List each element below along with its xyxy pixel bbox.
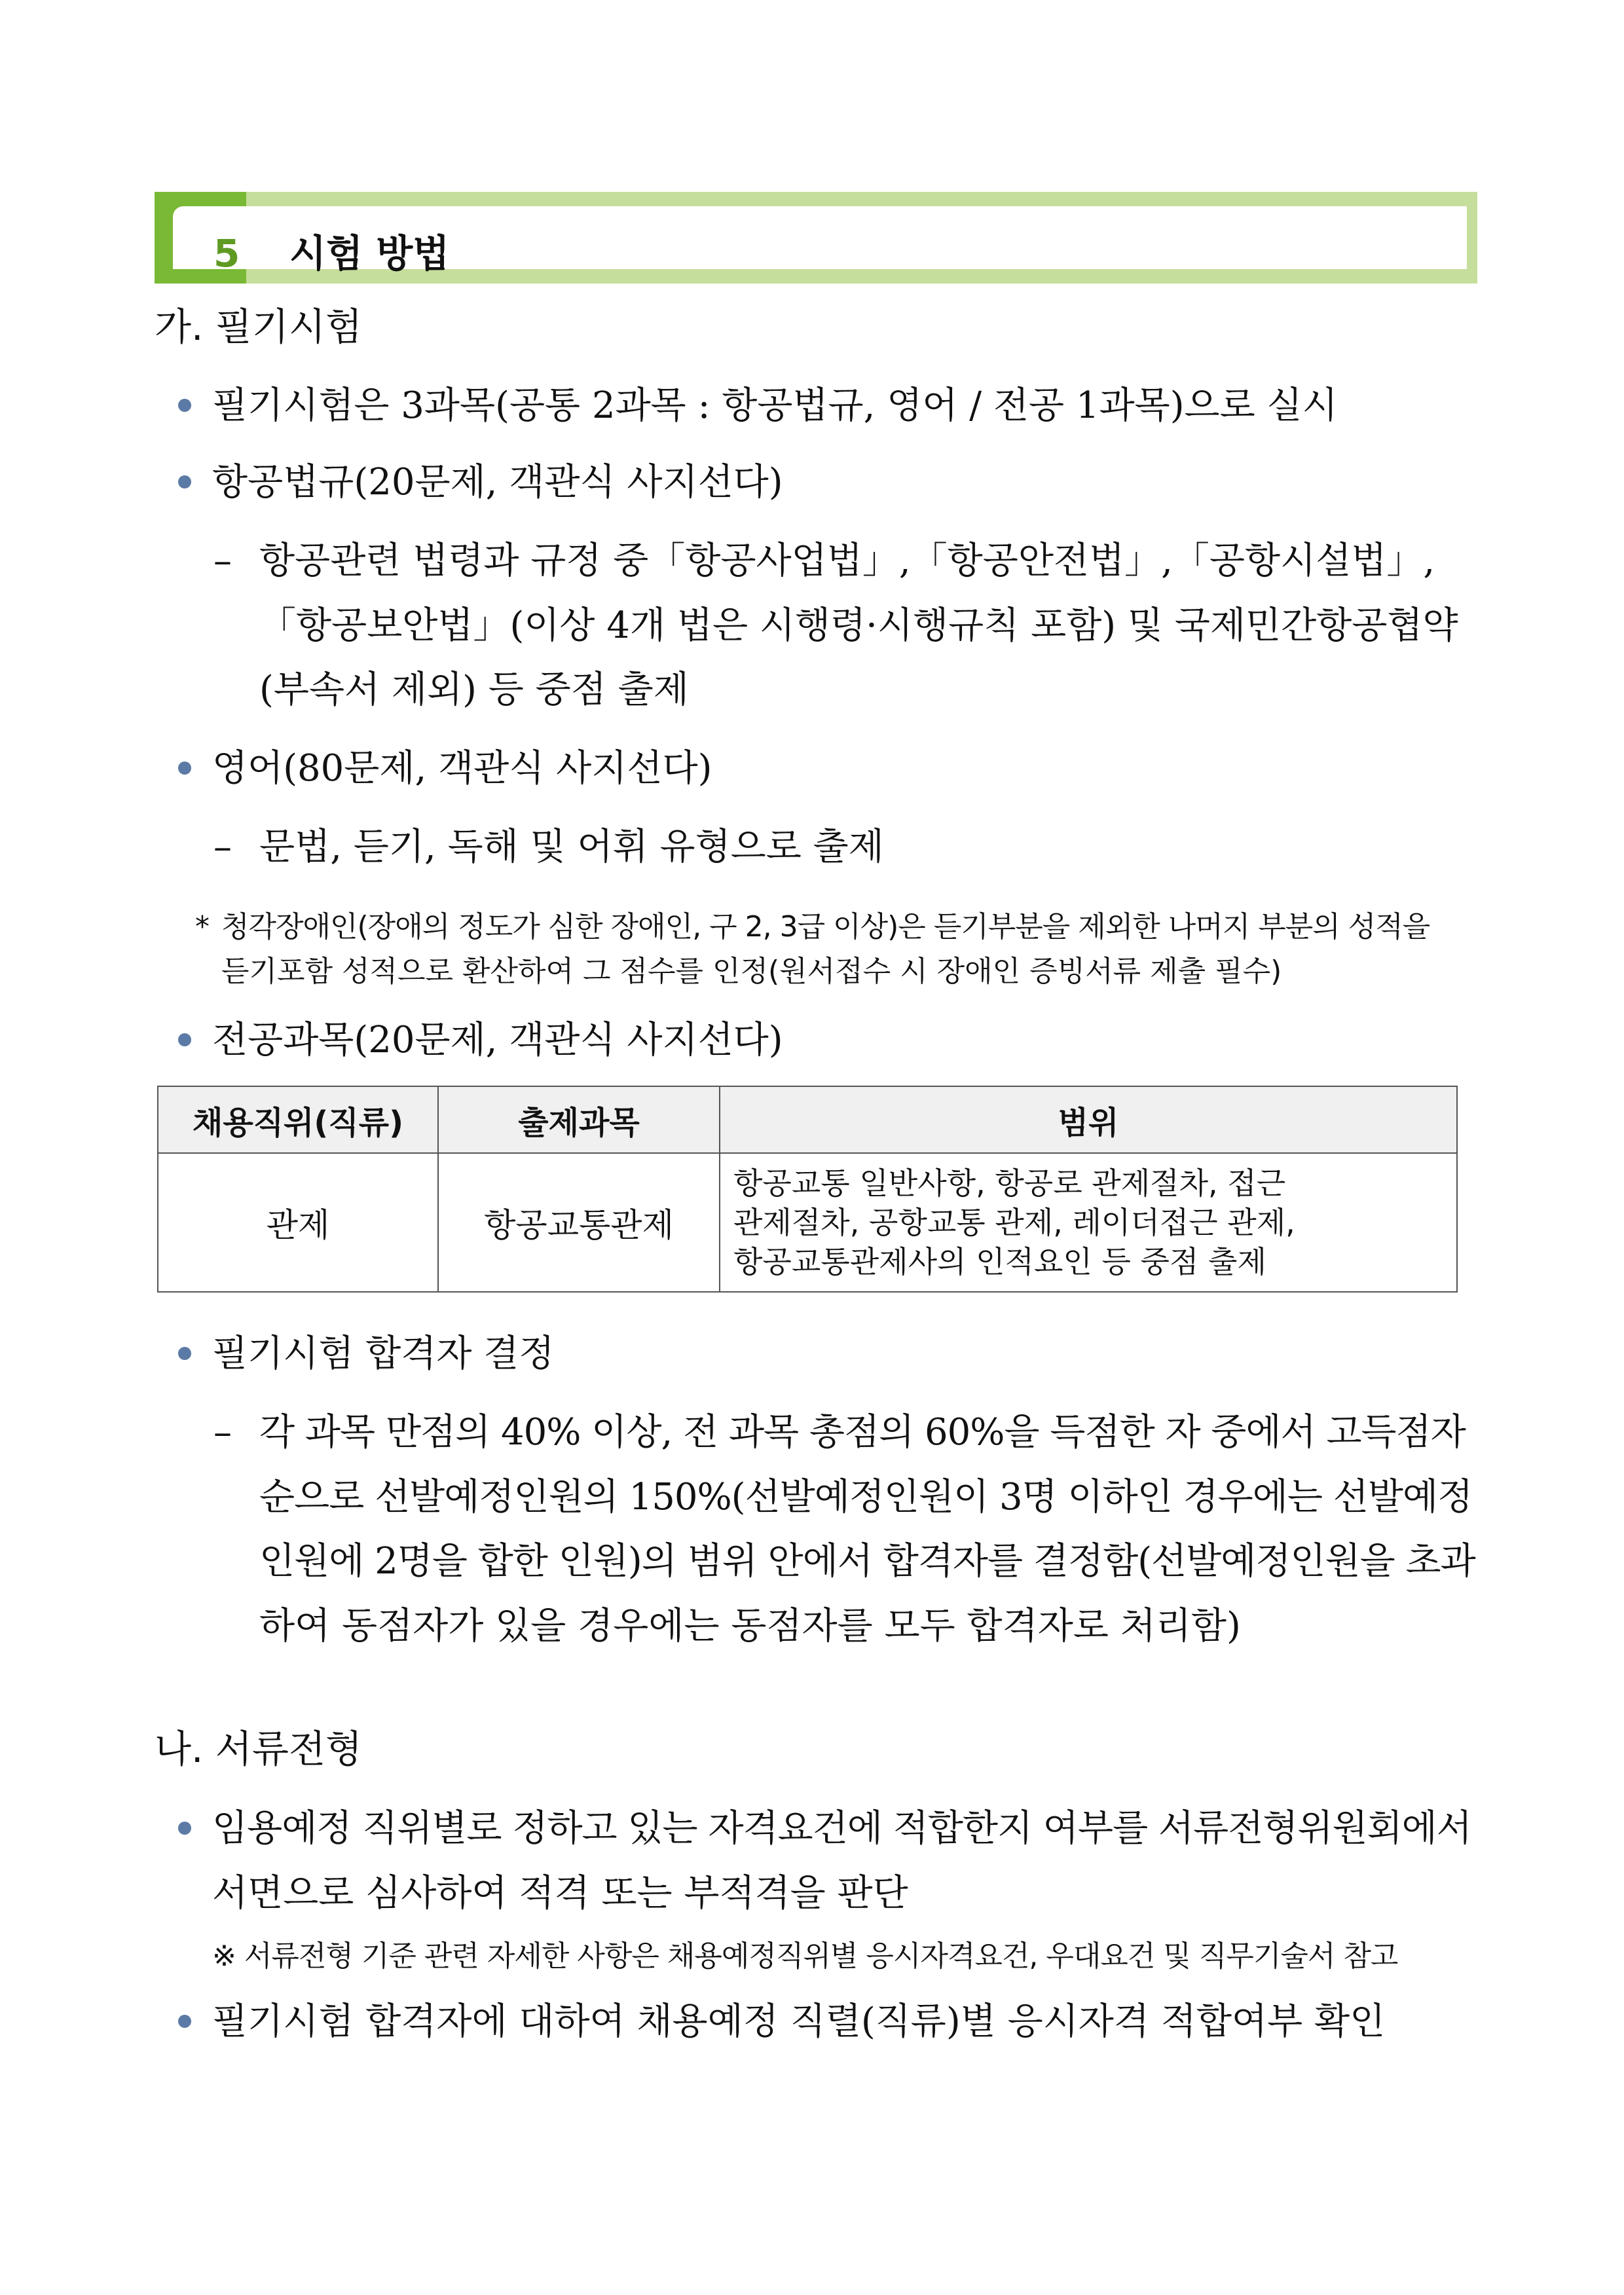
table-header-position: 채용직위(직류) [158, 1086, 438, 1153]
note-mark: * [195, 910, 210, 944]
section-title: 시험 방법 [289, 231, 450, 276]
part-a-bullet-3: 영어(80문제, 객관식 사지선다) [212, 747, 712, 790]
bullet-dot [178, 1822, 191, 1835]
pass-detail-line-2: 순으로 선발예정인원의 150%(선발예정인원이 3명 이하인 경우에는 선발예정 [259, 1476, 1473, 1518]
pass-detail-line-3: 인원에 2명을 합한 인원)의 범위 안에서 합격자를 결정함(선발예정인원을 초과 [259, 1540, 1475, 1583]
pass-detail-line-4: 하여 동점자가 있을 경우에는 동점자를 모두 합격자로 처리함) [259, 1605, 1241, 1647]
bullet-dot [178, 762, 191, 775]
scope-line-1: 항공교통 일반사항, 항공로 관제절차, 접근 [733, 1166, 1286, 1201]
part-a-heading: 가. 필기시험 [155, 304, 363, 349]
part-b-bullet-2: 필기시험 합격자에 대하여 채용예정 직렬(직류)별 응시자격 적합여부 확인 [212, 2000, 1386, 2043]
document-screening-note: ※ 서류전형 기준 관련 자세한 사항은 채용예정직위별 응시자격요건, 우대요건 및 직무기술서 참고 [212, 1939, 1398, 1973]
hearing-note-line-2: 듣기포함 성적으로 환산하여 그 점수를 인정(원서접수 시 장애인 증빙서류 제출 필수) [221, 955, 1282, 988]
scope-line-3: 항공교통관제사의 인적요인 등 중점 출제 [733, 1244, 1266, 1279]
english-detail-line: 문법, 듣기, 독해 및 어휘 유형으로 출제 [259, 826, 884, 868]
law-detail-line-3: (부속서 제외) 등 중점 출제 [259, 669, 689, 711]
law-detail-line-2: 「항공보안법」(이상 4개 법은 시행령·시행규칙 포함) 및 국제민간항공협약 [259, 604, 1458, 647]
table-header-subject: 출제과목 [438, 1086, 720, 1153]
part-a-bullet-4: 전공과목(20문제, 객관식 사지선다) [212, 1019, 783, 1061]
part-a-bullet-5: 필기시험 합격자 결정 [212, 1332, 555, 1375]
bullet-dot [178, 1033, 191, 1046]
dash-mark: – [213, 540, 232, 582]
section-header-inner [173, 206, 1467, 276]
bullet-dot [178, 399, 191, 412]
dash-mark: – [213, 1411, 232, 1454]
bullet-dot [178, 475, 191, 488]
table-cell-subject: 항공교통관제 [438, 1153, 720, 1292]
bullet-dot [178, 1347, 191, 1360]
table-header-scope: 범위 [720, 1086, 1457, 1153]
part-a-bullet-1: 필기시험은 3과목(공통 2과목 : 항공법규, 영어 / 전공 1과목)으로 실시 [212, 384, 1338, 427]
table-cell-scope [720, 1153, 1457, 1292]
table-row [158, 1153, 1457, 1292]
part-b-heading: 나. 서류전형 [155, 1727, 363, 1771]
hearing-note-line-1: 청각장애인(장애의 정도가 심한 장애인, 구 2, 3급 이상)은 듣기부분을 제외한 나머지 부분의 성적을 [221, 910, 1430, 944]
scope-line-2: 관제절차, 공항교통 관제, 레이더접근 관제, [733, 1205, 1295, 1240]
section-header [155, 192, 1477, 284]
table-header-row [158, 1086, 1457, 1153]
section-number: 5 [213, 231, 240, 276]
table-cell-position: 관제 [158, 1153, 438, 1292]
pass-detail-line-1: 각 과목 만점의 40% 이상, 전 과목 총점의 60%을 득점한 자 중에서 고득점자 [259, 1411, 1466, 1454]
document-screening-line-2: 서면으로 심사하여 적격 또는 부적격을 판단 [212, 1872, 908, 1915]
dash-mark: – [213, 826, 232, 868]
document-screening-line-1: 임용예정 직위별로 정하고 있는 자격요건에 적합한지 여부를 서류전형위원회에서 [212, 1807, 1471, 1850]
bullet-dot [178, 2015, 191, 2028]
major-subject-table [157, 1086, 1458, 1293]
law-detail-line-1: 항공관련 법령과 규정 중「항공사업법」,「항공안전법」,「공항시설법」, [259, 540, 1435, 582]
part-a-bullet-2: 항공법규(20문제, 객관식 사지선다) [212, 461, 783, 504]
